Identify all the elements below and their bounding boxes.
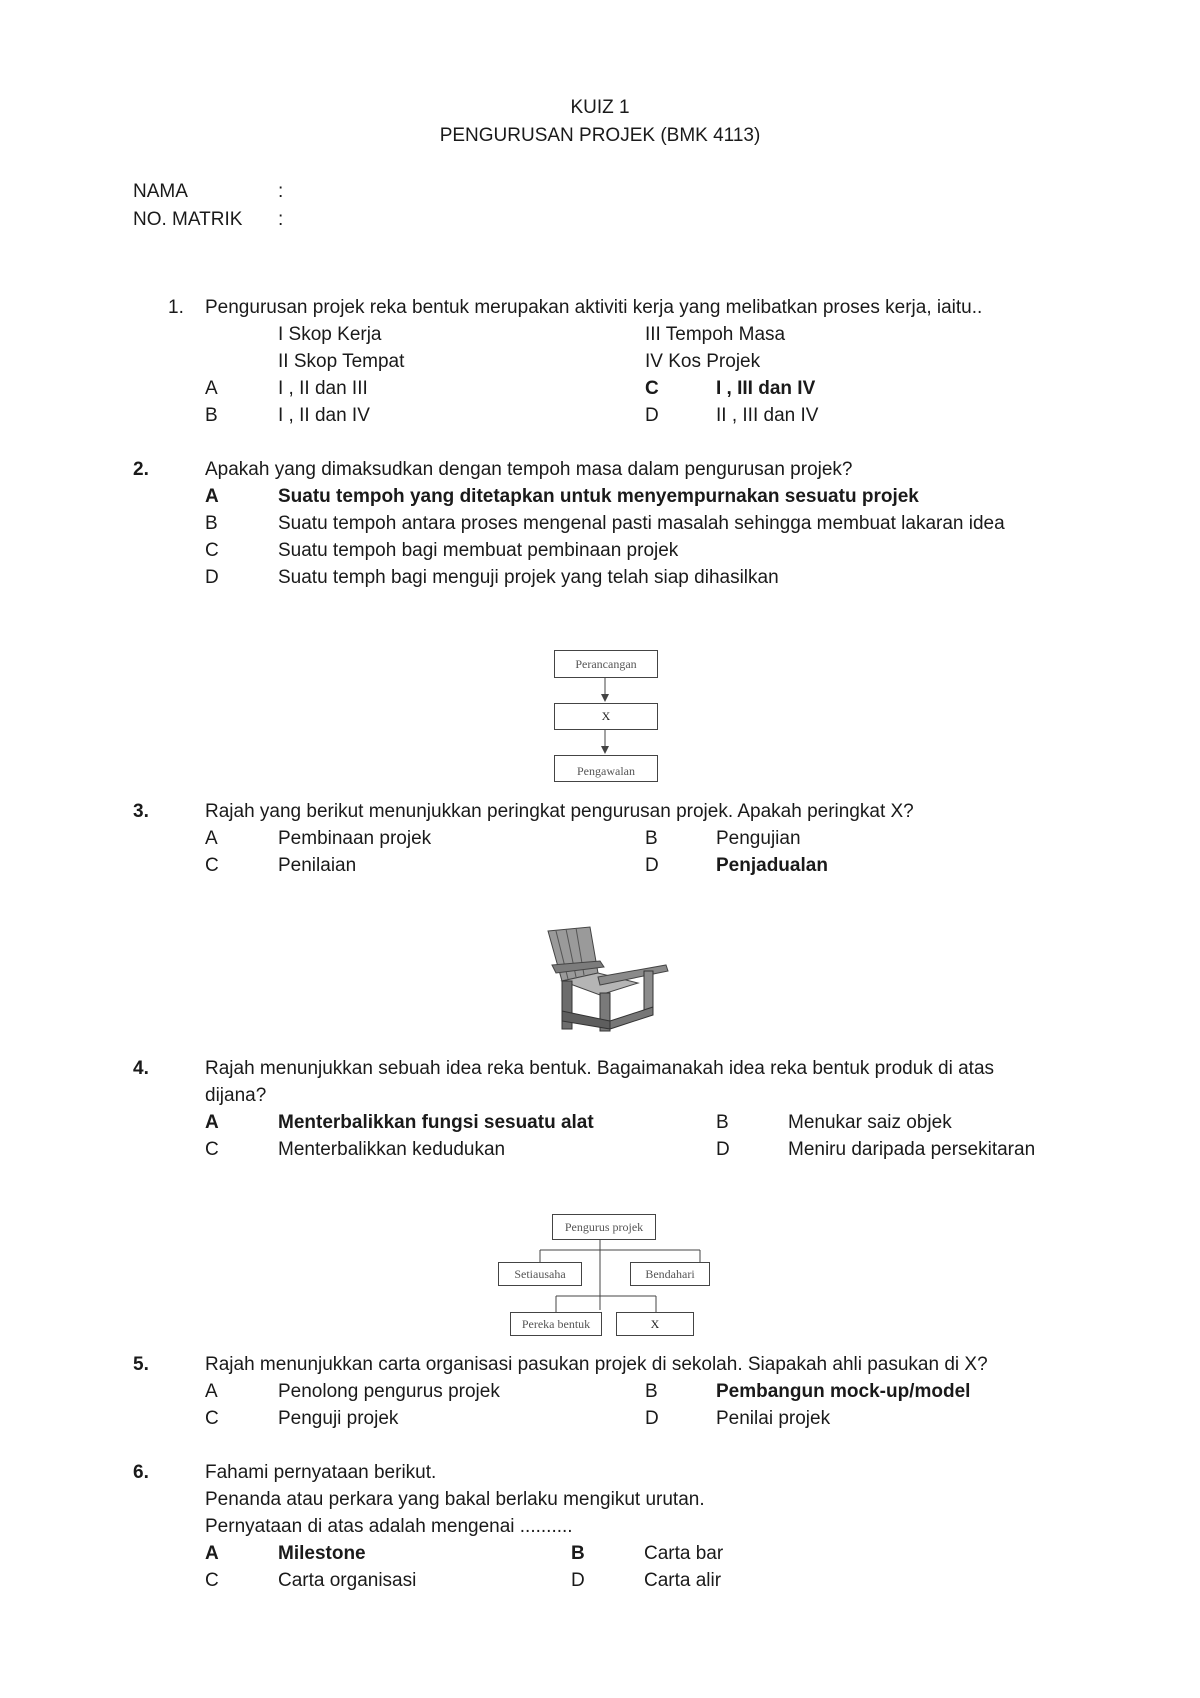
matric-colon: : xyxy=(278,209,284,230)
option-letter: D xyxy=(571,1570,585,1591)
org-box-pengurus-projek: Pengurus projek xyxy=(552,1214,656,1240)
option-text: I , II dan IV xyxy=(278,405,370,426)
option-letter: C xyxy=(205,855,219,876)
page-title: KUIZ 1 xyxy=(570,97,630,118)
option-letter: D xyxy=(645,1408,659,1429)
list-item: I Skop Kerja xyxy=(278,324,382,345)
option-letter: B xyxy=(205,513,218,534)
question-text: Fahami pernyataan berikut. xyxy=(205,1462,437,1483)
diagram-box-x: X xyxy=(554,703,658,730)
option-letter: B xyxy=(645,1381,658,1402)
option-text: Carta organisasi xyxy=(278,1570,417,1591)
option-text: II , III dan IV xyxy=(716,405,819,426)
option-letter: D xyxy=(716,1139,730,1160)
option-text: Carta alir xyxy=(644,1570,722,1591)
question-text: Pengurusan projek reka bentuk merupakan aktiviti kerja yang melibatkan proses kerja, iaitu.. xyxy=(205,297,983,318)
name-label: NAMA xyxy=(133,181,188,202)
question-number: 1. xyxy=(168,297,184,318)
option-letter: C xyxy=(205,1408,219,1429)
option-text: Suatu tempoh bagi membuat pembinaan projek xyxy=(278,540,679,561)
option-letter: A xyxy=(205,828,218,849)
option-letter: B xyxy=(716,1112,729,1133)
option-letter: B xyxy=(645,828,658,849)
option-letter: C xyxy=(205,1570,219,1591)
org-box-x: X xyxy=(616,1312,694,1336)
option-text: Penolong pengurus projek xyxy=(278,1381,500,1402)
question-number: 5. xyxy=(133,1354,149,1375)
org-box-setiausaha: Setiausaha xyxy=(498,1262,582,1286)
question-text: Rajah menunjukkan carta organisasi pasukan projek di sekolah. Siapakah ahli pasukan di X? xyxy=(205,1354,988,1375)
option-text-answer: Milestone xyxy=(278,1543,366,1564)
option-letter: B xyxy=(205,405,218,426)
option-text: Pembinaan projek xyxy=(278,828,432,849)
option-letter: A xyxy=(205,1112,219,1133)
option-letter: A xyxy=(205,378,218,399)
option-text: Penilaian xyxy=(278,855,357,876)
question-number: 4. xyxy=(133,1058,149,1079)
option-letter: A xyxy=(205,1543,219,1564)
question-text-continued: dijana? xyxy=(205,1085,267,1106)
option-letter: C xyxy=(645,378,659,399)
option-text: Menterbalikkan kedudukan xyxy=(278,1139,506,1160)
option-letter: A xyxy=(205,1381,218,1402)
option-text-answer: Menterbalikkan fungsi sesuatu alat xyxy=(278,1112,594,1133)
option-text: Suatu temph bagi menguji projek yang telah siap dihasilkan xyxy=(278,567,779,588)
name-colon: : xyxy=(278,181,284,202)
option-text-answer: I , III dan IV xyxy=(716,378,816,399)
matric-label: NO. MATRIK xyxy=(133,209,243,230)
option-text: Pengujian xyxy=(716,828,801,849)
org-box-pereka-bentuk: Pereka bentuk xyxy=(510,1312,602,1336)
question-number: 3. xyxy=(133,801,149,822)
option-letter: A xyxy=(205,486,219,507)
list-item: IV Kos Projek xyxy=(645,351,761,372)
option-letter: B xyxy=(571,1543,585,1564)
question-statement: Penanda atau perkara yang bakal berlaku mengikut urutan. xyxy=(205,1489,705,1510)
org-box-bendahari: Bendahari xyxy=(630,1262,710,1286)
list-item: II Skop Tempat xyxy=(278,351,405,372)
option-letter: D xyxy=(205,567,219,588)
option-letter: D xyxy=(645,405,659,426)
page-subtitle: PENGURUSAN PROJEK (BMK 4113) xyxy=(439,125,761,146)
question-number: 6. xyxy=(133,1462,149,1483)
option-text: Meniru daripada persekitaran xyxy=(788,1139,1036,1160)
question-text: Rajah menunjukkan sebuah idea reka bentuk. Bagaimanakah idea reka bentuk produk di atas xyxy=(205,1058,995,1079)
question-text: Rajah yang berikut menunjukkan peringkat pengurusan projek. Apakah peringkat X? xyxy=(205,801,914,822)
option-text-answer: Penjadualan xyxy=(716,855,828,876)
diagram-box-perancangan: Perancangan xyxy=(554,650,658,678)
option-letter: D xyxy=(645,855,659,876)
option-text: Carta bar xyxy=(644,1543,724,1564)
option-text: Penilai projek xyxy=(716,1408,831,1429)
question-number: 2. xyxy=(133,459,149,480)
option-text: Menukar saiz objek xyxy=(788,1112,952,1133)
option-letter: C xyxy=(205,1139,219,1160)
question-text: Apakah yang dimaksudkan dengan tempoh masa dalam pengurusan projek? xyxy=(205,459,853,480)
option-text: Suatu tempoh antara proses mengenal pasti masalah sehingga membuat lakaran idea xyxy=(278,513,1005,534)
diagram-box-pengawalan: Pengawalan xyxy=(554,755,658,782)
option-letter: C xyxy=(205,540,219,561)
option-text-answer: Suatu tempoh yang ditetapkan untuk menyempurnakan sesuatu projek xyxy=(278,486,919,507)
list-item: III Tempoh Masa xyxy=(645,324,786,345)
option-text: I , II dan III xyxy=(278,378,368,399)
question-prompt: Pernyataan di atas adalah mengenai .......... xyxy=(205,1516,573,1537)
option-text: Penguji projek xyxy=(278,1408,399,1429)
option-text-answer: Pembangun mock-up/model xyxy=(716,1381,971,1402)
